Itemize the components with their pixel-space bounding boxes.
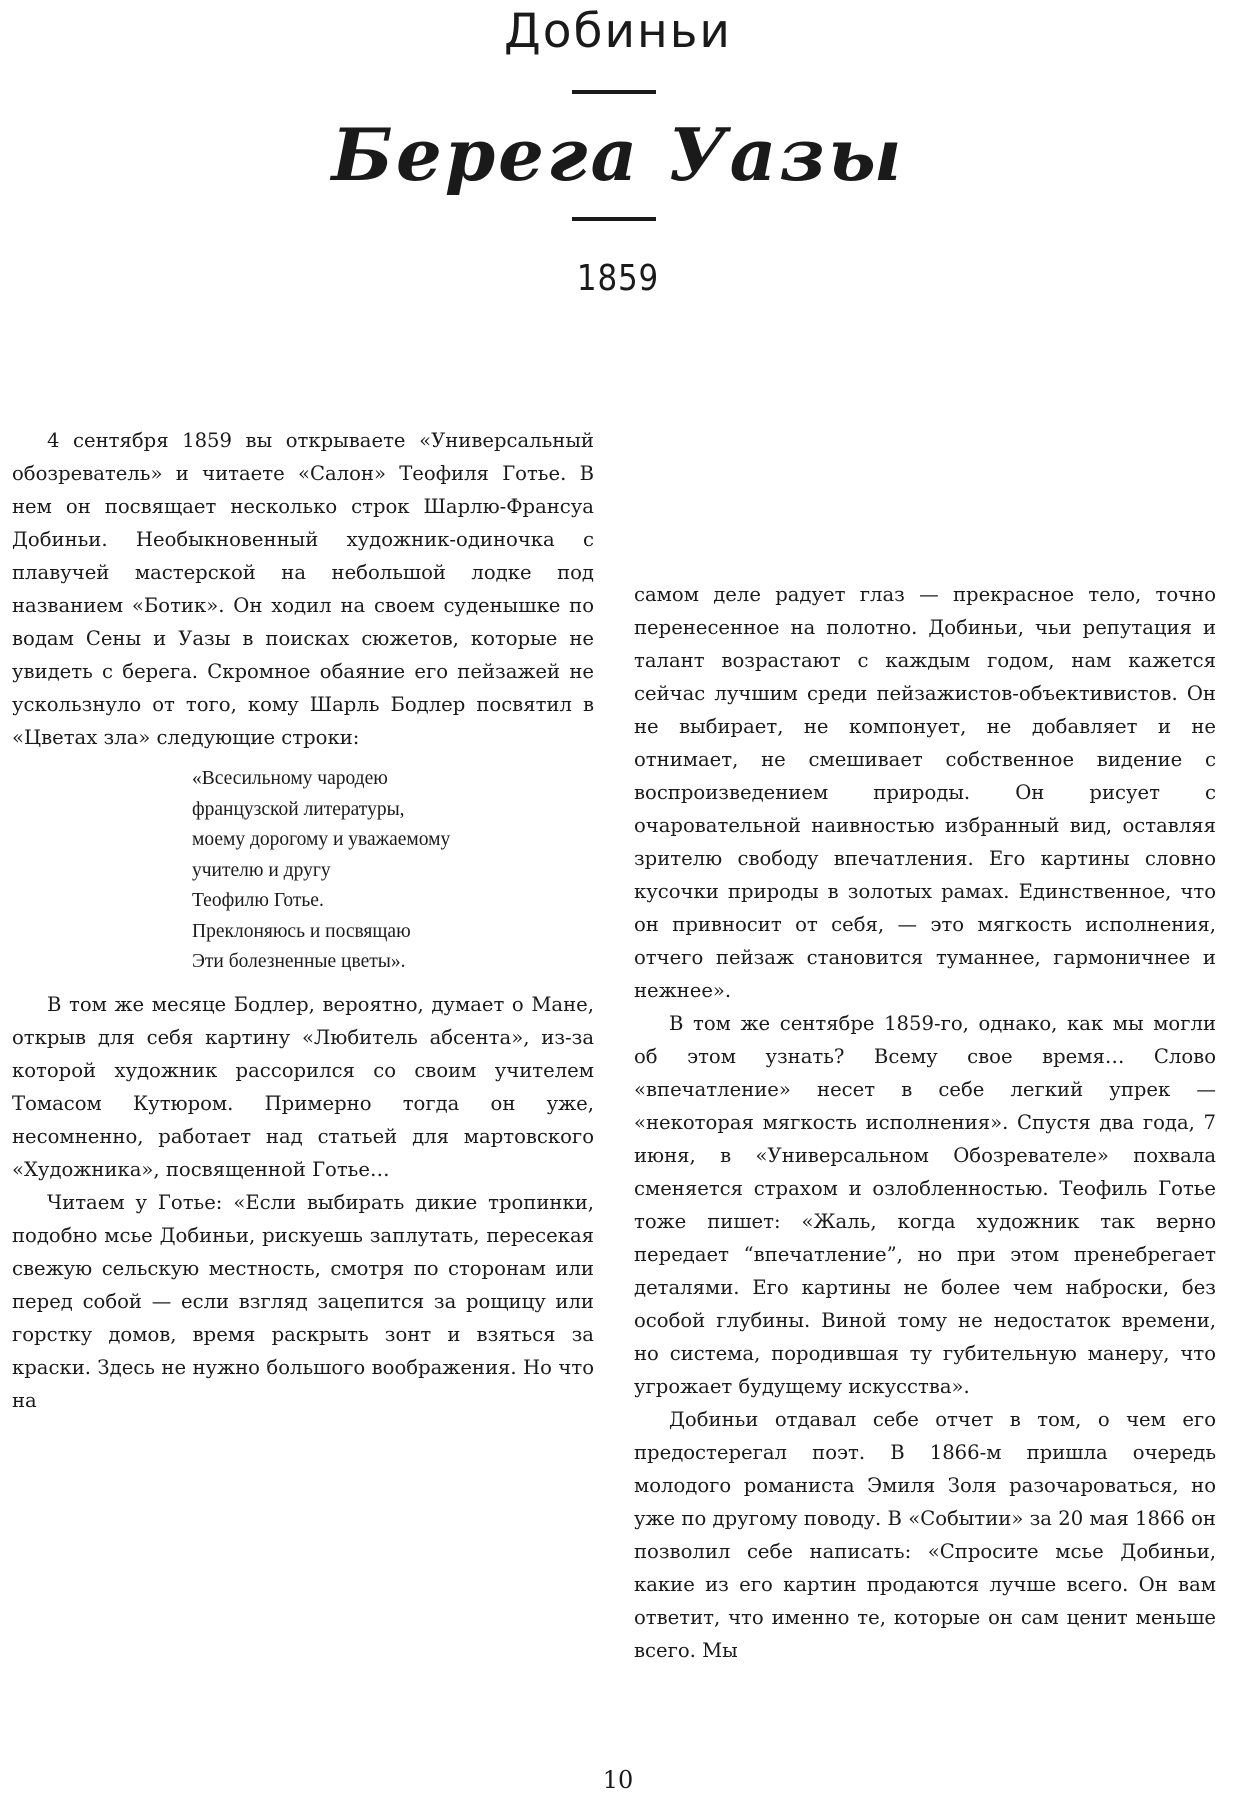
left-column xyxy=(12,424,594,1417)
paragraph: 4 сентября 1859 вы открываете «Универсальный обозреватель» и читаете «Салон» Теофиля Готье. В нем он посвящает несколько строк Шарлю-Франсуа Добиньи. Необыкновенный художник-одиночка с плавучей мастерской на небольшой лодке под названием «Ботик». Он ходил на своем суденышке по водам Сены и Уазы в поисках сюжетов, которые не увидеть с берега. Скромное обаяние его пейзажей не ускользнуло от того, кому Шарль Бодлер посвятил в «Цветах зла» следующие строки: xyxy=(12,429,594,749)
top-divider xyxy=(572,90,656,94)
paragraph: Добиньи отдавал себе отчет в том, о чем его предостерегал поэт. В 1866-м пришла очередь молодого романиста Эмиля Золя разочароваться, но уже по другому поводу. В «Событии» за 20 мая 1866 он позволил себе написать: «Спросите мсье Добиньи, какие из его картин продаются лучше всего. Он вам ответит, что именно те, которые он сам ценит меньше всего. Мы xyxy=(634,1408,1216,1662)
verse-line: Преклоняюсь и посвящаю xyxy=(192,920,411,942)
verse-line: учителю и другу xyxy=(192,859,331,881)
paragraph: В том же месяце Бодлер, вероятно, думает о Мане, открыв для себя картину «Любитель абсента», из-за которой художник рассорился со своим учителем Томасом Кутюром. Примерно тогда он уже, несомненно, работает над статьей для мартовского «Художника», посвященной Готье… xyxy=(12,992,594,1181)
paragraph: самом деле радует глаз — прекрасное тело, точно перенесенное на полотно. Добиньи, чьи репутация и талант возрастают с каждым годом, нам кажется сейчас лучшим среди пейзажистов-объективистов. Он не выбирает, не компонует, не добавляет и не отнимает, не смешивает собственное видение с воспроизведением природы. Он рисует с очаровательной наивностью избранный вид, оставляя зрителю свободу впечатления. Его картины словно кусочки природы в золотых рамах. Единственное, что он привносит от себя, — это мягкость исполнения, отчего пейзаж становится туманнее, гармоничнее и нежнее». xyxy=(634,583,1216,1002)
verse-line: Теофилю Готье. xyxy=(192,890,324,911)
page-number: 10 xyxy=(602,1766,634,1794)
right-column xyxy=(634,578,1216,1667)
paragraph: В том же сентябре 1859-го, однако, как мы могли об этом узнать? Всему свое время… Слово «впечатление» несет в себе легкий упрек — «некоторая мягкость исполнения». Спустя два года, 7 июня, в «Универсальном Обозревателе» похвала сменяется страхом и озлобленностью. Теофиль Готье тоже пишет: «Жаль, когда художник так верно передает “впечатление”, но при этом пренебрегает деталями. Его картины не более чем наброски, без особой глубины. Виной тому не недостаток времени, но система, породившая ту губительную манеру, что угрожает будущему искусства». xyxy=(634,1012,1216,1398)
chapter-year: 1859 xyxy=(576,258,660,299)
verse-line: «Всесильному чародею xyxy=(192,768,388,789)
verse-line: моему дорогому и уважаемому xyxy=(192,829,451,850)
bottom-divider xyxy=(572,217,656,221)
dedication-verse xyxy=(192,764,594,978)
chapter-title: Берега Уазы xyxy=(331,112,905,197)
verse-line: Эти болезненные цветы». xyxy=(192,951,406,972)
paragraph: Читаем у Готье: «Если выбирать дикие тропинки, подобно мсье Добиньи, рискуешь заплутать, пересекая свежую сельскую местность, смотря по сторонам или перед собой — если взгляд зацепится за рощицу или горстку домов, время раскрыть зонт и взяться за краски. Здесь не нужно большого воображения. Но что на xyxy=(12,1190,594,1412)
verse-line: французской литературы, xyxy=(192,798,405,820)
author-name: Добиньи xyxy=(504,4,732,59)
